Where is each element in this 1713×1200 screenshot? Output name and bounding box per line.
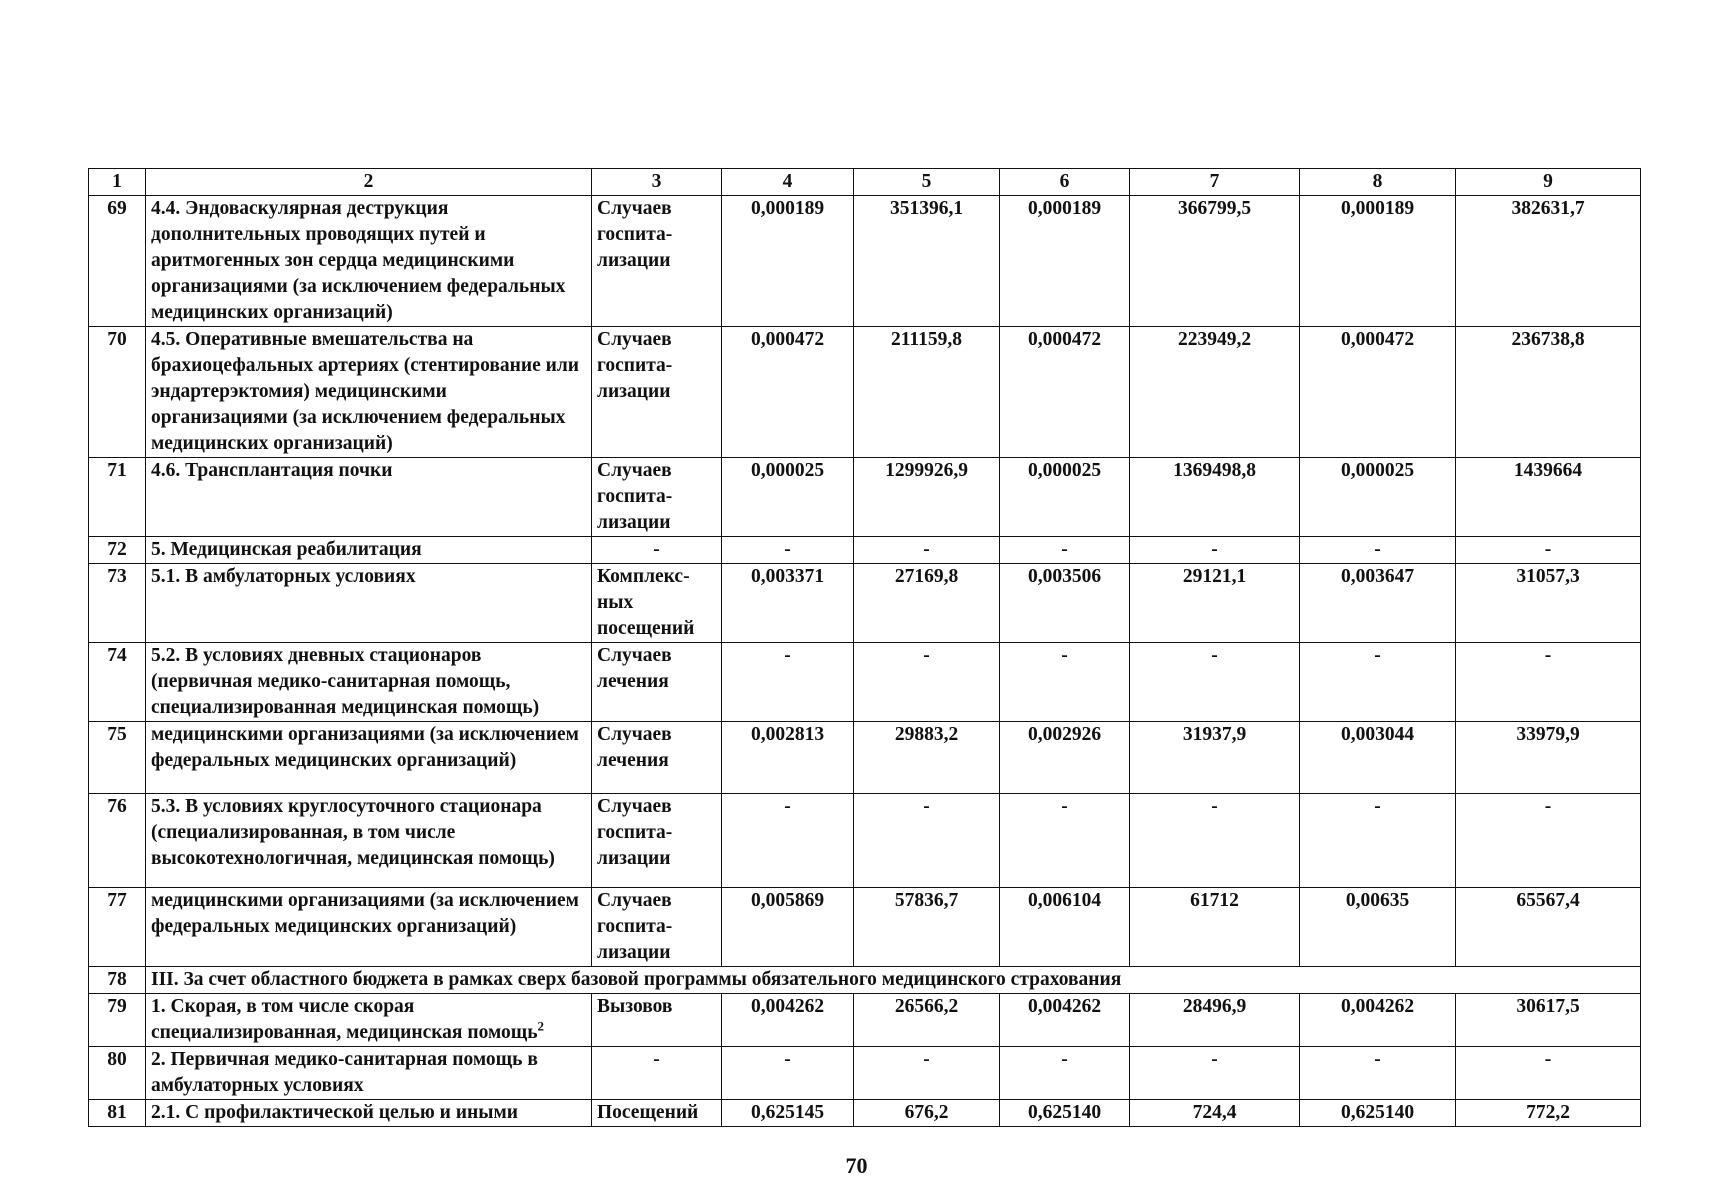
table-row — [89, 327, 1641, 458]
unit-cell: - — [592, 537, 722, 564]
indicator-name-cell — [146, 537, 592, 564]
indicator-name-cell — [146, 643, 592, 722]
column-header-8: 8 — [1300, 169, 1456, 196]
column-header-3: 3 — [592, 169, 722, 196]
value-cell-col9: 65567,4 — [1456, 888, 1641, 967]
table-header — [89, 169, 1641, 196]
indicator-name-cell — [146, 196, 592, 327]
value-cell-col9: - — [1456, 537, 1641, 564]
value-cell-col4: - — [722, 1047, 854, 1100]
column-header-6: 6 — [1000, 169, 1130, 196]
value-cell-col7: - — [1130, 794, 1300, 888]
value-cell-col6: 0,000025 — [1000, 458, 1130, 537]
value-cell-col4: - — [722, 794, 854, 888]
indicator-name: 5. Медицинская реабилитация — [151, 539, 422, 560]
value-cell-col4: 0,000189 — [722, 196, 854, 327]
indicator-name: медицинскими организациями (за исключением федеральных медицинских организаций) — [151, 724, 579, 771]
unit-cell: Случаев госпита-лизации — [592, 794, 722, 888]
indicator-name: 1. Скорая, в том числе скорая специализированная, медицинская помощь — [151, 996, 538, 1043]
table-row — [89, 537, 1641, 564]
indicator-name: 2.1. С профилактической целью и иными — [151, 1102, 519, 1123]
indicator-name-cell — [146, 722, 592, 794]
value-cell-col5: 29883,2 — [854, 722, 1000, 794]
header-row — [89, 169, 1641, 196]
table-row — [89, 994, 1641, 1047]
table-row — [89, 458, 1641, 537]
value-cell-col5: - — [854, 643, 1000, 722]
value-cell-col8: 0,00635 — [1300, 888, 1456, 967]
value-cell-col5: - — [854, 537, 1000, 564]
value-cell-col4: 0,002813 — [722, 722, 854, 794]
value-cell-col5: 351396,1 — [854, 196, 1000, 327]
table-row — [89, 1047, 1641, 1100]
table-row — [89, 967, 1641, 994]
value-cell-col5: 676,2 — [854, 1100, 1000, 1127]
value-cell-col8: 0,004262 — [1300, 994, 1456, 1047]
indicator-name-cell — [146, 1100, 592, 1127]
indicator-name: 5.3. В условиях круглосуточного стационара (специализированная, в том числе высокотехнологичная, медицинская помощь) — [151, 796, 555, 869]
indicator-name-cell — [146, 994, 592, 1047]
row-number-cell: 73 — [89, 564, 146, 643]
column-header-1: 1 — [89, 169, 146, 196]
value-cell-col9: - — [1456, 794, 1641, 888]
value-cell-col6: 0,000189 — [1000, 196, 1130, 327]
row-number-cell: 80 — [89, 1047, 146, 1100]
data-table — [88, 168, 1641, 1127]
column-header-7: 7 — [1130, 169, 1300, 196]
value-cell-col7: 724,4 — [1130, 1100, 1300, 1127]
table-row — [89, 196, 1641, 327]
value-cell-col8: - — [1300, 537, 1456, 564]
value-cell-col8: 0,003647 — [1300, 564, 1456, 643]
value-cell-col7: - — [1130, 537, 1300, 564]
value-cell-col7: 1369498,8 — [1130, 458, 1300, 537]
value-cell-col5: 27169,8 — [854, 564, 1000, 643]
unit-cell: Случаев госпита-лизации — [592, 458, 722, 537]
indicator-name: 4.5. Оперативные вмешательства на брахиоцефальных артериях (стентирование или эндартерэктомия) медицинскими организациями (за исключением федеральных медицинских организаций) — [151, 329, 580, 454]
column-header-4: 4 — [722, 169, 854, 196]
value-cell-col4: 0,004262 — [722, 994, 854, 1047]
row-number-cell: 76 — [89, 794, 146, 888]
value-cell-col5: - — [854, 1047, 1000, 1100]
row-number-cell: 71 — [89, 458, 146, 537]
row-number-cell: 74 — [89, 643, 146, 722]
table-row — [89, 794, 1641, 888]
indicator-name-cell — [146, 794, 592, 888]
indicator-name: 5.2. В условиях дневных стационаров (первичная медико-санитарная помощь, специализированная медицинская помощь) — [151, 645, 540, 718]
indicator-name: 2. Первичная медико-санитарная помощь в амбулаторных условиях — [151, 1049, 538, 1096]
value-cell-col7: 29121,1 — [1130, 564, 1300, 643]
unit-cell: Вызовов — [592, 994, 722, 1047]
row-number-cell: 78 — [89, 967, 146, 994]
value-cell-col5: 211159,8 — [854, 327, 1000, 458]
indicator-name-cell — [146, 458, 592, 537]
unit-cell: Случаев лечения — [592, 643, 722, 722]
unit-cell: Комплекс-ных посещений — [592, 564, 722, 643]
row-number-cell: 72 — [89, 537, 146, 564]
value-cell-col6: - — [1000, 537, 1130, 564]
value-cell-col4: 0,625145 — [722, 1100, 854, 1127]
value-cell-col9: 382631,7 — [1456, 196, 1641, 327]
table-row — [89, 1100, 1641, 1127]
indicator-name-cell — [146, 327, 592, 458]
section-heading-cell: III. За счет областного бюджета в рамках сверх базовой программы обязательного медицинского страхования — [146, 967, 1641, 994]
value-cell-col7: 28496,9 — [1130, 994, 1300, 1047]
value-cell-col4: 0,003371 — [722, 564, 854, 643]
row-number-cell: 69 — [89, 196, 146, 327]
value-cell-col8: 0,625140 — [1300, 1100, 1456, 1127]
table-row — [89, 643, 1641, 722]
value-cell-col9: 772,2 — [1456, 1100, 1641, 1127]
value-cell-col9: 30617,5 — [1456, 994, 1641, 1047]
value-cell-col8: - — [1300, 643, 1456, 722]
value-cell-col5: 57836,7 — [854, 888, 1000, 967]
value-cell-col4: 0,000025 — [722, 458, 854, 537]
value-cell-col6: 0,003506 — [1000, 564, 1130, 643]
value-cell-col6: 0,625140 — [1000, 1100, 1130, 1127]
column-header-5: 5 — [854, 169, 1000, 196]
value-cell-col9: 31057,3 — [1456, 564, 1641, 643]
value-cell-col9: 236738,8 — [1456, 327, 1641, 458]
table-row — [89, 722, 1641, 794]
value-cell-col7: - — [1130, 1047, 1300, 1100]
value-cell-col8: - — [1300, 1047, 1456, 1100]
indicator-name: медицинскими организациями (за исключением федеральных медицинских организаций) — [151, 890, 579, 937]
table-row — [89, 564, 1641, 643]
value-cell-col7: 223949,2 — [1130, 327, 1300, 458]
value-cell-col6: 0,006104 — [1000, 888, 1130, 967]
value-cell-col7: 31937,9 — [1130, 722, 1300, 794]
value-cell-col4: 0,000472 — [722, 327, 854, 458]
column-header-2: 2 — [146, 169, 592, 196]
unit-cell: - — [592, 1047, 722, 1100]
value-cell-col7: 61712 — [1130, 888, 1300, 967]
value-cell-col6: 0,004262 — [1000, 994, 1130, 1047]
unit-cell: Случаев лечения — [592, 722, 722, 794]
value-cell-col8: 0,000025 — [1300, 458, 1456, 537]
unit-cell: Случаев госпита-лизации — [592, 888, 722, 967]
value-cell-col9: - — [1456, 643, 1641, 722]
value-cell-col6: 0,000472 — [1000, 327, 1130, 458]
unit-cell: Посещений — [592, 1100, 722, 1127]
value-cell-col4: - — [722, 643, 854, 722]
table-row — [89, 888, 1641, 967]
table-body — [89, 196, 1641, 1127]
value-cell-col4: - — [722, 537, 854, 564]
page-number: 70 — [845, 1153, 868, 1178]
value-cell-col6: - — [1000, 794, 1130, 888]
indicator-name-cell — [146, 564, 592, 643]
indicator-name: 4.4. Эндоваскулярная деструкция дополнительных проводящих путей и аритмогенных зон сердца медицинскими организациями (за исключением федеральных медицинских организаций) — [151, 198, 566, 323]
indicator-name: 4.6. Трансплантация почки — [151, 460, 393, 481]
value-cell-col4: 0,005869 — [722, 888, 854, 967]
value-cell-col6: 0,002926 — [1000, 722, 1130, 794]
value-cell-col5: 1299926,9 — [854, 458, 1000, 537]
indicator-name-cell — [146, 888, 592, 967]
value-cell-col9: - — [1456, 1047, 1641, 1100]
value-cell-col7: 366799,5 — [1130, 196, 1300, 327]
value-cell-col8: - — [1300, 794, 1456, 888]
value-cell-col9: 33979,9 — [1456, 722, 1641, 794]
value-cell-col9: 1439664 — [1456, 458, 1641, 537]
value-cell-col5: 26566,2 — [854, 994, 1000, 1047]
row-number-cell: 70 — [89, 327, 146, 458]
column-header-9: 9 — [1456, 169, 1641, 196]
indicator-name-cell — [146, 1047, 592, 1100]
value-cell-col8: 0,000189 — [1300, 196, 1456, 327]
row-number-cell: 75 — [89, 722, 146, 794]
unit-cell: Случаев госпита-лизации — [592, 327, 722, 458]
row-number-cell: 81 — [89, 1100, 146, 1127]
indicator-name: 5.1. В амбулаторных условиях — [151, 566, 416, 587]
footnote-marker: 2 — [537, 1018, 545, 1034]
value-cell-col6: - — [1000, 643, 1130, 722]
value-cell-col8: 0,003044 — [1300, 722, 1456, 794]
row-number-cell: 79 — [89, 994, 146, 1047]
value-cell-col7: - — [1130, 643, 1300, 722]
unit-cell: Случаев госпита-лизации — [592, 196, 722, 327]
value-cell-col5: - — [854, 794, 1000, 888]
value-cell-col6: - — [1000, 1047, 1130, 1100]
row-number-cell: 77 — [89, 888, 146, 967]
value-cell-col8: 0,000472 — [1300, 327, 1456, 458]
